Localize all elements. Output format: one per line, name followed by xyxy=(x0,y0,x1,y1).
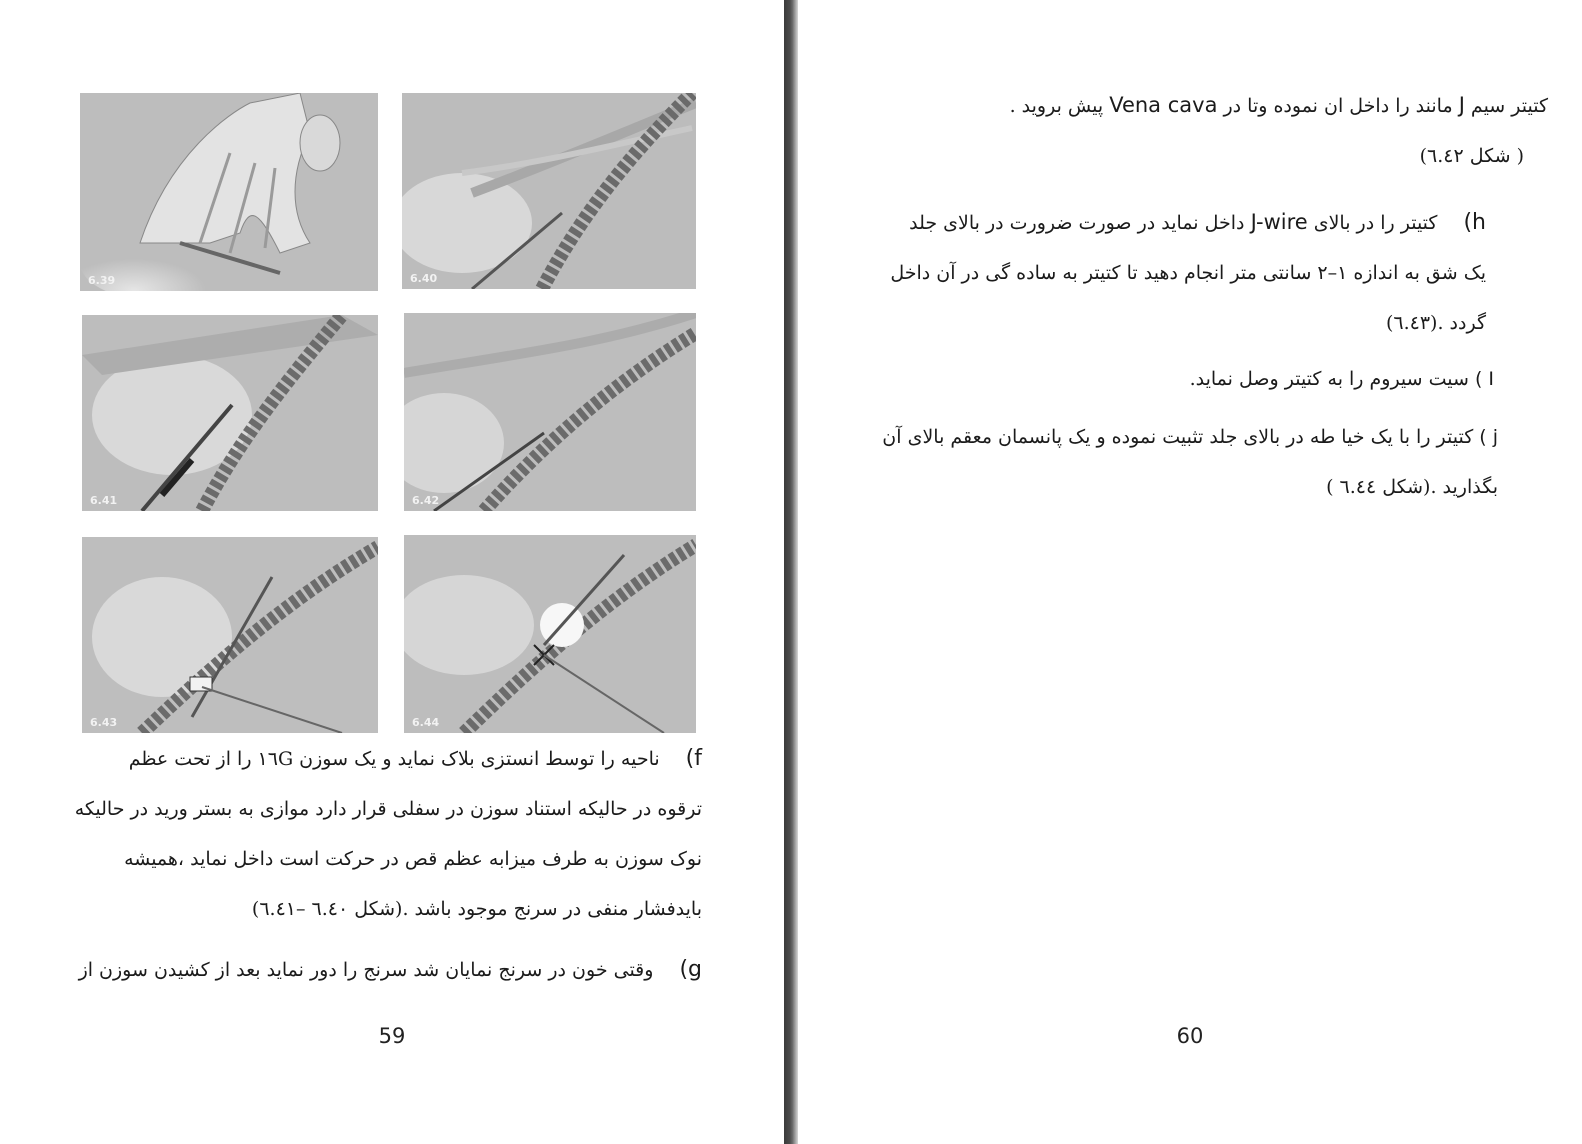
term-j-wire: J-wire xyxy=(1250,210,1308,234)
paragraph-line: سیت سیروم را به کتیتر وصل نماید. xyxy=(1189,368,1469,390)
paragraph-marker: g) xyxy=(679,957,702,982)
figure-label: 6.43 xyxy=(90,716,118,729)
paragraph-line: یک شق به اندازه ١–٢ سانتی متر انجام دهید تا کتیتر به ساده گی در آن داخل xyxy=(890,262,1486,284)
term-vena-cava: Vena cava xyxy=(1109,93,1218,117)
paragraph-marker: j ) xyxy=(1479,426,1498,448)
paragraph-line: نوک سوزن به طرف میزابه عظم قص در حرکت است داخل نماید ،همیشه xyxy=(124,848,702,870)
text-run: مانند را داخل ان نموده وتا در xyxy=(1217,95,1459,117)
paragraph-line: بگذارید .(شکل ٦.٤٤ ) xyxy=(1326,476,1498,498)
paragraph-i xyxy=(864,354,1494,404)
paragraph-marker: h) xyxy=(1463,210,1486,235)
paragraph-marker: f) xyxy=(685,746,702,771)
paragraph-line: وقتی خون در سرنج نمایان شد سرنج را دور نماید بعد از کشیدن سوزن از xyxy=(78,959,654,981)
left-page xyxy=(0,0,784,1144)
figure-6-42 xyxy=(404,313,696,511)
paragraph-g-continued xyxy=(858,80,1548,181)
figure-label: 6.41 xyxy=(90,494,118,507)
text-run: داخل نماید در صورت ضرورت در بالای جلد xyxy=(909,212,1251,234)
figure-label: 6.39 xyxy=(88,274,116,287)
figure-6-43 xyxy=(82,537,378,733)
paragraph-line: کتیتر را با یک خیا طه در بالای جلد تثبیت نموده و یک پانسمان معقم بالای آن xyxy=(882,426,1474,448)
page-number: 60 xyxy=(1176,1024,1204,1048)
paragraph-line: ناحیه را توسط انستزی بلاک نماید و یک سوزن ١٦G را از تحت عظم xyxy=(128,748,660,770)
paragraph-line: گردد .(٦.٤٣) xyxy=(1385,312,1486,334)
text-run: کتیتر را در بالای xyxy=(1307,212,1438,234)
text-run: کتیتر سیم xyxy=(1464,95,1548,117)
figure-6-40 xyxy=(402,93,696,289)
page-number: 59 xyxy=(378,1024,406,1048)
paragraph-line: ترقوه در حالیکه استناد سوزن در سفلی قرار دارد موازی به بستر ورید در حالیکه xyxy=(74,798,702,820)
paragraph-marker: I ) xyxy=(1474,368,1494,390)
term-j: J xyxy=(1458,93,1465,117)
paragraph-line: بایدفشار منفی در سرنج موجود باشد .(شکل ٦.٤٠ –٦.٤١) xyxy=(251,898,702,920)
paragraph-g xyxy=(78,945,702,995)
text-run: پیش بروید . xyxy=(1009,95,1110,117)
figure-label: 6.44 xyxy=(412,716,440,729)
paragraph-f xyxy=(74,734,702,934)
figure-6-41 xyxy=(82,315,378,511)
figure-label: 6.42 xyxy=(412,494,440,507)
figure-reference: ( شکل ٦.٤٢) xyxy=(1419,145,1524,167)
figure-6-44 xyxy=(404,535,696,733)
paragraph-j xyxy=(864,412,1498,512)
right-page xyxy=(798,0,1582,1144)
figure-6-39 xyxy=(80,93,378,291)
paragraph-h xyxy=(864,197,1486,348)
book-gutter xyxy=(784,0,798,1144)
figure-label: 6.40 xyxy=(410,272,438,285)
